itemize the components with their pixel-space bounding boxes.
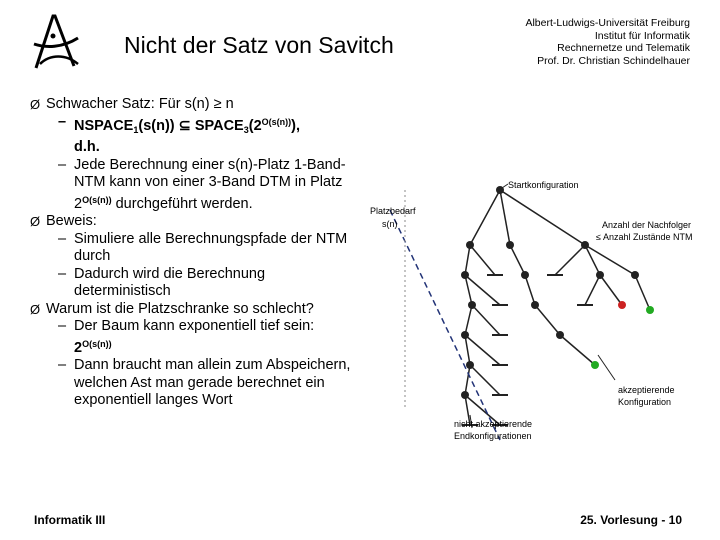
dash-bullet-icon: –	[58, 156, 67, 173]
tree-node	[581, 241, 589, 249]
tree-node	[466, 361, 474, 369]
dash-bullet-icon: –	[58, 265, 67, 282]
arrow-bullet-icon: Ø	[30, 301, 41, 317]
subbullet-simulate: – Simuliere alle Berechnungspfade der NTM durch	[58, 230, 348, 264]
arrow-bullet-icon: Ø	[30, 97, 41, 112]
slide-title: Nicht der Satz von Savitch	[124, 32, 394, 58]
tree-node	[506, 241, 514, 249]
start-label: Startkonfiguration	[508, 180, 579, 190]
successor-label: Anzahl der Nachfolger	[602, 220, 692, 230]
reject-node	[618, 301, 626, 309]
footer-course: Informatik III	[34, 513, 106, 527]
accept-label: Konfiguration	[618, 397, 672, 407]
footer-page: 25. Vorlesung - 10	[580, 513, 682, 527]
accept-node	[646, 306, 654, 314]
reject-label: nicht akzeptierende	[454, 419, 533, 429]
tree-node	[631, 271, 639, 279]
subset-icon: ⊆	[178, 117, 191, 134]
computation-tree-diagram	[360, 170, 720, 450]
tree-node	[461, 331, 469, 339]
subbullet-deterministic: – Dadurch wird die Berechnung deterministisch	[58, 265, 266, 299]
institution-line: Rechnernetze und Telematik	[557, 42, 690, 54]
institution-line: Institut für Informatik	[594, 29, 690, 42]
bullet-why-bad: Ø Warum ist die Platzschranke so schlecht?	[30, 300, 314, 317]
tree-node	[466, 241, 474, 249]
subbullet-nspace: – $NSPACE_1(s(n))$ ⊆ $SPACE_3(2^{O(s(n))})$, d.h.	[58, 113, 300, 155]
tree-node	[556, 331, 564, 339]
tree-node	[596, 271, 604, 279]
bullet-proof: Ø Beweis:	[30, 213, 97, 229]
dash-bullet-icon: –	[58, 318, 67, 334]
dash-bullet-icon: –	[58, 113, 67, 130]
accept-node	[591, 361, 599, 369]
institution-line: Prof. Dr. Christian Schindelhauer	[537, 54, 690, 67]
space-label: s(n)	[382, 219, 398, 229]
slide-content	[30, 96, 360, 410]
start-node	[496, 186, 504, 194]
space-label: Platzbedarf	[370, 206, 416, 216]
subbullet-storage: – Dann braucht man allein zum Abspeichern, welchen Ast man gerade berechnet ein exponentiell langes Wort	[58, 357, 351, 408]
institution-block	[450, 17, 690, 67]
accept-label: akzeptierende	[618, 385, 675, 395]
reject-label: Endkonfigurationen	[454, 431, 532, 441]
subbullet-tree-depth: – Der Baum kann exponentiell tief sein: $2^{O(s(n))}$	[58, 318, 315, 356]
space-bound-line	[390, 210, 500, 440]
tree-node	[461, 271, 469, 279]
dash-bullet-icon: –	[58, 357, 67, 373]
institution-line: Albert-Ludwigs-Universität Freiburg	[525, 17, 690, 29]
tree-node	[468, 301, 476, 309]
tree-node	[461, 391, 469, 399]
university-logo	[26, 8, 86, 74]
tree-node	[521, 271, 529, 279]
subbullet-computation: – Jede Berechnung einer s(n)-Platz 1-Band-NTM kann von einer 3-Band DTM in Platz $2^{O(s(n))}$ durchgeführt werden.	[58, 156, 346, 212]
dash-bullet-icon: –	[58, 230, 67, 247]
bullet-weak-theorem: Ø Schwacher Satz: Für s(n) ≥ n	[30, 96, 234, 112]
arrow-bullet-icon: Ø	[30, 214, 41, 229]
successor-label: ≤ Anzahl Zustände NTM	[596, 232, 693, 242]
tree-node	[531, 301, 539, 309]
